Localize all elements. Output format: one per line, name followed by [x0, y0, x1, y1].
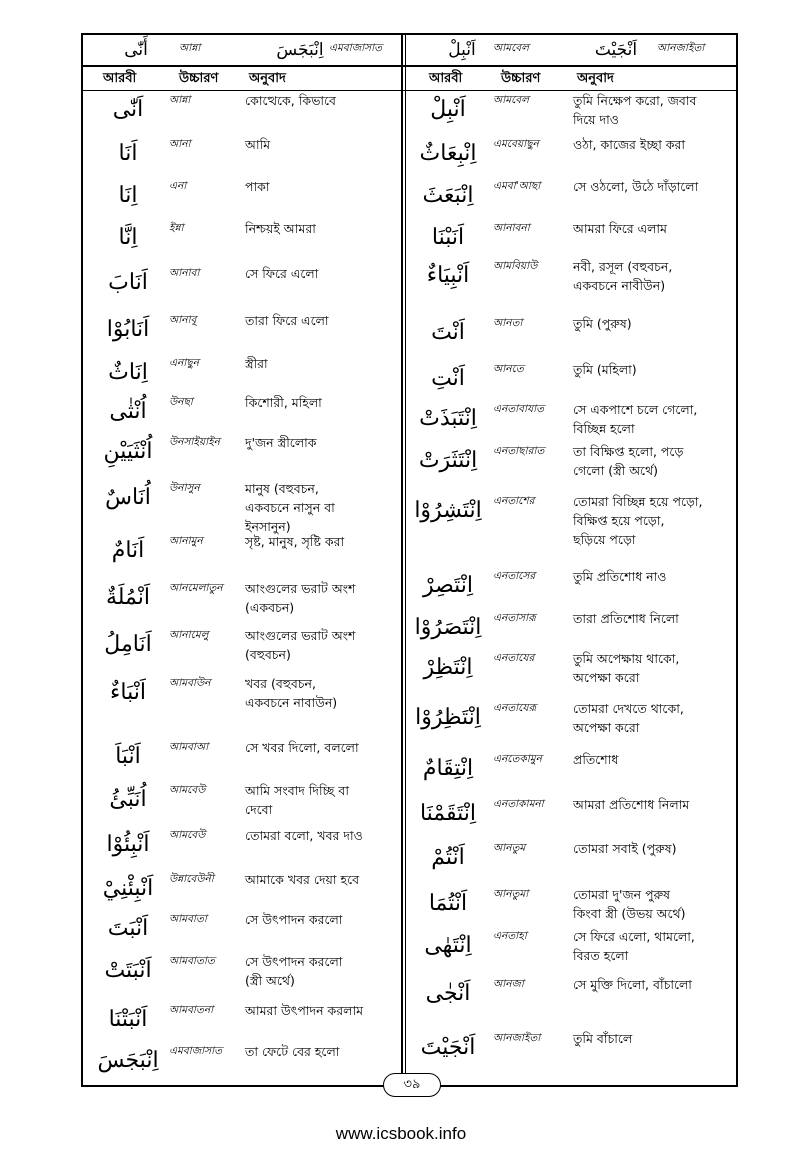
meaning-line: তারা ফিরে এলো: [245, 313, 329, 328]
pronunciation: আমবাতনা: [169, 1004, 214, 1016]
pronunciation: আনতুম: [493, 842, 526, 854]
arabic-word: اِنْتِقَامٌ: [422, 756, 474, 781]
meaning-line: নিশ্চয়ই আমরা: [245, 221, 316, 236]
meaning-line: খবর (বহুবচন,: [245, 676, 316, 691]
meaning-line: দেবো: [245, 802, 273, 817]
pronunciation: আমবেউ: [169, 829, 206, 841]
arabic-word: اَنْجٰى: [425, 981, 471, 1006]
pronunciation: এমবা'আছা: [493, 180, 541, 192]
arabic-word: اُنْثٰى: [109, 399, 147, 424]
pronunciation: আনামেলু: [169, 629, 209, 641]
meaning-line: কিশোরী, মহিলা: [245, 395, 322, 410]
arabic-word: اَنْمُلَةٌ: [105, 585, 151, 610]
meaning-line: সে একপাশে চলে গেলো,: [573, 402, 698, 417]
arabic-word: اَنْتَ: [431, 320, 465, 345]
pronunciation: এনতাছারাত: [493, 445, 545, 457]
header-right-end-arabic: اَنْجَيْتَ: [594, 40, 638, 60]
header-left-end-translit: এমবাজাসাত: [329, 42, 383, 54]
header-left-arabic: أَنّٰى: [124, 40, 148, 60]
col-header-meaning-right: অনুবাদ: [577, 71, 614, 86]
meaning-line: ছড়িয়ে পড়ো: [573, 532, 636, 547]
col-header-pronunciation: উচ্চারণ: [179, 71, 219, 86]
arabic-word: اُنَاسٌ: [105, 485, 151, 510]
arabic-word: اِنْبَعَثَ: [422, 183, 474, 208]
dictionary-page: [81, 33, 738, 1092]
meaning-line: আমরা ফিরে এলাম: [573, 221, 667, 236]
arabic-word: اِنْتَثَرَتْ: [418, 448, 478, 473]
pronunciation: আমবেউ: [169, 784, 206, 796]
pronunciation: আমবাউন: [169, 677, 211, 689]
arabic-word: اِنَاثٌ: [108, 360, 148, 385]
pronunciation: এনতাসের: [493, 570, 536, 582]
meaning-line: সে ফিরে এলো: [245, 266, 319, 281]
pronunciation: এনা: [169, 180, 187, 192]
arabic-word: اِنْتَهٰى: [424, 933, 472, 958]
arabic-word: اَنَبْنَا: [431, 225, 465, 250]
pronunciation: উনসাইয়াইন: [169, 436, 220, 448]
pronunciation: এনাছুন: [169, 357, 199, 369]
arabic-word: اَنْبَتَ: [107, 916, 149, 941]
meaning-line: গেলো (স্ত্রী অর্থে): [573, 463, 659, 478]
arabic-word: اُنَبِّئُ: [109, 787, 147, 812]
pronunciation: আনামুন: [169, 535, 203, 547]
pronunciation: এনতাবাযাত: [493, 403, 545, 415]
col-header-meaning: অনুবাদ: [249, 71, 286, 86]
page-number: ৩৯: [383, 1073, 441, 1097]
meaning-line: একবচনে নাবীউন): [573, 278, 666, 293]
arabic-word: اَنَابَ: [108, 270, 148, 295]
footer-url: www.icsbook.info: [335, 1124, 467, 1143]
meaning-line: তোমরা দেখতে থাকো,: [573, 701, 684, 716]
arabic-word: اِنْتَشِرُوْا: [414, 498, 482, 523]
meaning-line: একবচনে নাসুন বা: [245, 500, 335, 515]
meaning-line: তুমি বাঁচালে: [573, 1031, 633, 1046]
meaning-line: অপেক্ষা করো: [573, 720, 640, 735]
pronunciation: আনাবূ: [169, 314, 197, 326]
pronunciation: আনজা: [493, 978, 524, 990]
meaning-line: সৃষ্ট, মানুষ, সৃষ্টি করা: [245, 534, 345, 549]
arabic-word: اَنَامٌ: [111, 538, 145, 563]
meaning-line: আমরা প্রতিশোধ নিলাম: [573, 797, 690, 812]
meaning-line: মানুষ (বহুবচন,: [245, 481, 319, 496]
arabic-word: اُنْثَيَيْنِ: [103, 439, 153, 464]
meaning-line: তোমরা বলো, খবর দাও: [245, 828, 363, 843]
arabic-word: اَنْجَيْتَ: [420, 1035, 476, 1060]
meaning-line: তুমি নিক্ষেপ করো, জবাব: [573, 93, 697, 108]
column-divider-inner: [405, 35, 406, 1085]
pronunciation: আমবাতাত: [169, 955, 215, 967]
arabic-word: اِنْتَظِرُوْا: [415, 705, 481, 730]
meaning-line: কোত্থেকে, কিভাবে: [245, 93, 336, 108]
meaning-line: সে উৎপাদন করলো: [245, 912, 343, 927]
header-right-end-translit: আনজাইতা: [657, 42, 705, 54]
arabic-word: اَنّٰى: [112, 97, 144, 122]
pronunciation: আন্না: [169, 94, 191, 106]
meaning-line: (বহুবচন): [245, 647, 291, 662]
pronunciation: আনতে: [493, 363, 524, 375]
meaning-line: নবী, রসূল (বহুবচন,: [573, 259, 673, 274]
pronunciation: এনতাকামনা: [493, 798, 544, 810]
header-right-arabic: اَنْبِلْ: [448, 40, 476, 60]
pronunciation: এনতাহা: [493, 930, 527, 942]
meaning-line: ওঠা, কাজের ইচ্ছা করা: [573, 137, 686, 152]
arabic-word: اِنْبِعَاثٌ: [419, 141, 477, 166]
col-header-arabic-right: আরবী: [429, 71, 463, 86]
arabic-word: اَنْبَتْنَا: [108, 1007, 148, 1032]
pronunciation: আমবিয়াউ: [493, 260, 538, 272]
meaning-line: আমাকে খবর দেয়া হবে: [245, 872, 360, 887]
pronunciation: উনাসুন: [169, 482, 200, 494]
arabic-word: اَنْبَتَتْ: [104, 958, 152, 983]
meaning-line: সে ওঠলো, উঠে দাঁড়ালো: [573, 179, 699, 194]
meaning-line: (স্ত্রী অর্থে): [245, 973, 295, 988]
arabic-word: اَنْبِئُوْا: [106, 832, 150, 857]
header-right-translit: আমবেল: [493, 42, 529, 54]
meaning-line: স্ত্রীরা: [245, 356, 268, 371]
meaning-line: অপেক্ষা করো: [573, 670, 640, 685]
pronunciation: আমবাতা: [169, 913, 207, 925]
arabic-word: اَنْبَاءٌ: [110, 680, 146, 705]
arabic-word: اَنَا: [118, 141, 138, 166]
column-divider: [401, 35, 403, 1085]
meaning-line: তারা প্রতিশোধ নিলো: [573, 611, 679, 626]
meaning-line: বিক্ষিপ্ত হয়ে পড়ো,: [573, 513, 665, 528]
pronunciation: আনা: [169, 138, 191, 150]
arabic-word: اَنْتُمَا: [428, 891, 468, 916]
column-headers: [83, 65, 736, 91]
pronunciation: এমবেয়াছুন: [493, 138, 539, 150]
meaning-line: দিয়ে দাও: [573, 112, 619, 127]
arabic-word: اِنْتَظِرْ: [423, 655, 473, 680]
pronunciation: আনতা: [493, 317, 523, 329]
pronunciation: আনজাইতা: [493, 1032, 541, 1044]
meaning-line: আংগুলের ভরাট অংশ: [245, 581, 356, 596]
pronunciation: আনাবা: [169, 267, 200, 279]
meaning-line: ইনসানুন): [245, 519, 291, 534]
meaning-line: তোমরা সবাই (পুরুষ): [573, 841, 677, 856]
meaning-line: আমরা উৎপাদন করলাম: [245, 1003, 364, 1018]
arabic-word: اَنْتُمْ: [431, 845, 465, 870]
pronunciation: এনতেকামুন: [493, 753, 542, 765]
meaning-line: দু'জন স্ত্রীলোক: [245, 435, 317, 450]
pronunciation: আনতুমা: [493, 888, 529, 900]
col-header-pronunciation-right: উচ্চারণ: [501, 71, 541, 86]
arabic-word: اِنْتَبَذَتْ: [419, 406, 477, 431]
pronunciation: ইন্না: [169, 222, 184, 234]
meaning-line: সে উৎপাদন করলো: [245, 954, 343, 969]
pronunciation: এনতাসারূ: [493, 612, 536, 624]
pronunciation: আমবেল: [493, 94, 529, 106]
meaning-line: বিচ্ছিন্ন হলো: [573, 421, 635, 436]
meaning-line: তা বিক্ষিপ্ত হলো, পড়ে: [573, 444, 684, 459]
arabic-word: اَنَامِلُ: [104, 632, 152, 657]
arabic-word: اِنْتَقَمْنَا: [419, 801, 477, 826]
arabic-word: اَنْبَاَ: [115, 744, 141, 769]
meaning-line: তুমি (পুরুষ): [573, 316, 632, 331]
meaning-line: তোমরা বিচ্ছিন্ন হয়ে পড়ো,: [573, 494, 703, 509]
meaning-line: বিরত হলো: [573, 948, 629, 963]
running-header: [83, 35, 736, 67]
arabic-word: اَنْبِلْ: [430, 97, 466, 122]
arabic-word: اِنَّا: [118, 225, 138, 250]
meaning-line: তুমি অপেক্ষায় থাকো,: [573, 651, 680, 666]
meaning-line: আংগুলের ভরাট অংশ: [245, 628, 356, 643]
pronunciation: আমবাআ: [169, 741, 209, 753]
arabic-word: اِنَا: [118, 183, 138, 208]
arabic-word: اَنْتِ: [431, 366, 465, 391]
pronunciation: আনমেলাতুন: [169, 582, 223, 594]
arabic-word: اِنْتَصَرُوْا: [414, 615, 482, 640]
meaning-line: আমি: [245, 137, 271, 152]
header-left-end-arabic: اِنْبَجَسَ: [276, 40, 324, 60]
meaning-line: (একবচন): [245, 600, 295, 615]
meaning-line: সে মুক্তি দিলো, বাঁচালো: [573, 977, 692, 992]
meaning-line: সে ফিরে এলো, থামলো,: [573, 929, 695, 944]
meaning-line: তোমরা দু'জন পুরুষ: [573, 887, 671, 902]
meaning-line: পাকা: [245, 179, 270, 194]
pronunciation: উন্নাবেউনী: [169, 873, 214, 885]
pronunciation: উনছা: [169, 396, 193, 408]
arabic-word: اِنْبَجَسَ: [97, 1048, 159, 1073]
arabic-word: اَنْبِئْنِيْ: [102, 876, 154, 901]
meaning-line: তুমি প্রতিশোধ নাও: [573, 569, 667, 584]
arabic-word: اِنْتَصِرْ: [422, 573, 474, 598]
meaning-line: কিংবা স্ত্রী (উভয় অর্থে): [573, 906, 686, 921]
pronunciation: আনাবনা: [493, 222, 530, 234]
arabic-word: اَنَابُوْا: [106, 317, 150, 342]
meaning-line: একবচনে নাবাউন): [245, 695, 338, 710]
pronunciation: এমবাজাসাত: [169, 1045, 223, 1057]
pronunciation: এনতাযের: [493, 652, 535, 664]
meaning-line: তুমি (মহিলা): [573, 362, 637, 377]
meaning-line: আমি সংবাদ দিচ্ছি বা: [245, 783, 349, 798]
col-header-arabic: আরবী: [103, 71, 137, 86]
pronunciation: এনতাযেরূ: [493, 702, 537, 714]
pronunciation: এনতাশের: [493, 495, 535, 507]
meaning-line: সে খবর দিলো, বললো: [245, 740, 359, 755]
header-left-translit: আন্না: [179, 42, 201, 54]
meaning-line: প্রতিশোধ: [573, 752, 619, 767]
meaning-line: তা ফেটে বের হলো: [245, 1044, 340, 1059]
arabic-word: اَنْبِيَاءٌ: [426, 263, 470, 288]
